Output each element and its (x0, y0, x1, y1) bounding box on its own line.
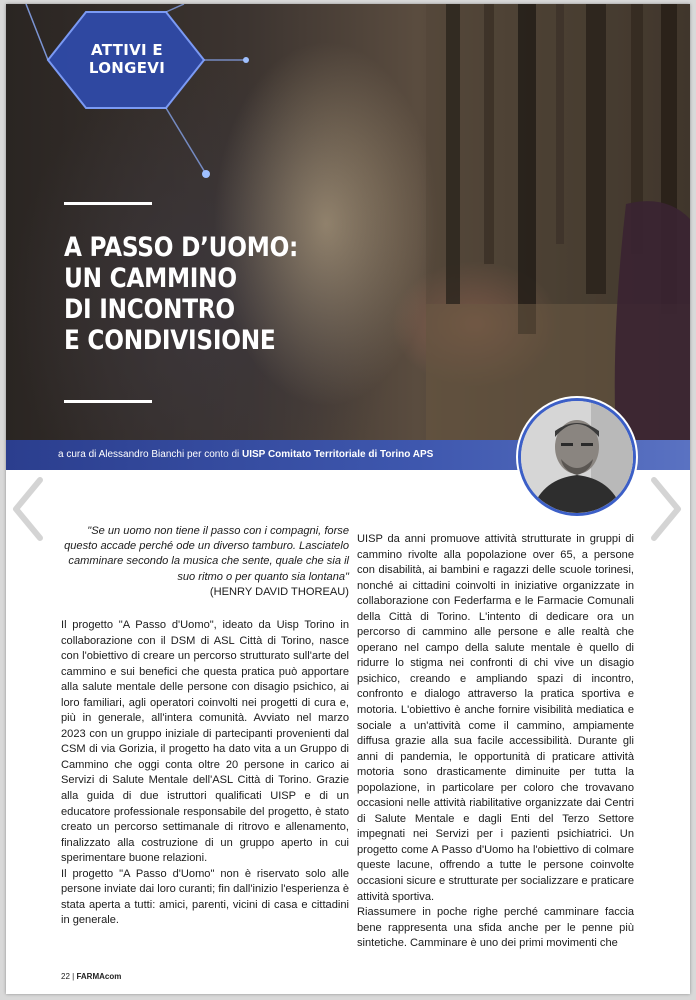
next-page-arrow-icon[interactable] (646, 474, 686, 544)
badge-line-1: ATTIVI E (91, 41, 163, 59)
right-paragraph-2: Riassumere in poche righe perché camminare faccia bene rappresenta una sfida anche per le penne più sintetiche. Camminare è uno dei primi movimenti che (357, 906, 634, 950)
title-line-3: DI INCONTRO (64, 294, 235, 325)
badge-line-2: LONGEVI (88, 59, 166, 77)
forest-background-illustration (426, 4, 690, 440)
title-rule-bottom (64, 400, 152, 403)
epigraph-quote (61, 524, 349, 600)
magazine-page (6, 4, 690, 994)
right-paragraph-1: UISP da anni promuove attività strutturate in gruppi di cammino rivolte alla popolazione over 65, a persone con disabilità, ai bambini e ragazzi delle scuole torinesi, nonché ai cittadini coinvolti in iniziative organizzate in collaborazione con Federfarma e le Farmacie Comunali della Città di Torino. L'intento di dedicare ora un percorso di cammino alle persone e alle realtà che operano nel campo della salute mentale è quello di ridurre lo stigma nei confronti di chi vive un disagio psichico, creando e ampliando spazi di incontro, confronto e dialogo attraverso la pratica sportiva e motoria. L'obiettivo è anche fornire visibilità mediatica e sociale a un'attività come il cammino, ampiamente diffusa grazie alla sua facile accessibilità. Durante gli anni di pandemia, le opportunità di praticare attività motoria sono drasticamente diminuite per tutta la popolazione, in particolare per coloro che trovavano occasioni nelle attività riabilitative organizzate dai Centri di Salute Mentale e dagli Enti del Terzo Settore impegnati nei Servizi per i pazienti psichiatrici. Un progetto come A Passo d'Uomo ha l'obiettivo di colmare queste lacune, offrendo a tutte le persone coinvolte occasioni sicure e strutturate per socializzare e praticare attività sportiva. (357, 533, 634, 903)
footer-separator: | (72, 972, 75, 981)
left-paragraph-2: Il progetto "A Passo d'Uomo" non è riservato solo alle persone inviate dai loro curanti; fin dall'inizio l'esperienza è stata aperta a tutti: amici, parenti, vicini di casa e cittadini in generale. (61, 867, 349, 927)
article-title (64, 232, 322, 356)
magazine-name: FARMAcom (76, 972, 122, 981)
byline (58, 449, 433, 460)
article-column-left (61, 524, 349, 929)
left-paragraph-1: Il progetto "A Passo d'Uomo", ideato da Uisp Torino in collaborazione con il DSM di ASL Città di Torino, nasce con l'obiettivo di creare un percorso strutturato sull'arte del cammino e sui benefici che questa pratica può apportare alla salute mentale delle persone con disagio psichico, ai loro familiari, agli operatori coinvolti nei progetti di cura e, più in generale, all'intera comunità. Avviato nel marzo 2023 con un gruppo iniziale di partecipanti provenienti dal CSM di via Gorizia, il progetto ha dato vita a un Gruppo di Cammino che oggi conta oltre 20 persone in carico ai Servizi di Salute Mentale dell'ASL Città di Torino. Grazie alla guida di due istruttori qualificati UISP e di un educatore professionale responsabile del progetto, è stato creato un percorso settimanale di ritrovo e allenamento, finalizzato alla costruzione di un gruppo aperto in cui sperimentare buone relazioni. (61, 619, 349, 865)
title-line-1: A PASSO D’UOMO: (64, 232, 299, 263)
page-number: 22 (61, 972, 70, 981)
author-portrait (518, 398, 636, 516)
title-line-4: E CONDIVISIONE (64, 325, 276, 356)
section-badge (64, 18, 190, 100)
quote-text: "Se un uomo non tiene il passo con i compagni, forse questo accade perché ode un diverso tamburo. Lasciatelo camminare secondo la musica che sente, quale che sia il suo ritmo o per quanto sia lontana" (64, 525, 349, 583)
byline-prefix: a cura di Alessandro Bianchi per conto di (58, 449, 240, 460)
title-rule-top (64, 202, 152, 205)
hero-photo (6, 4, 690, 440)
page-footer (61, 972, 121, 981)
byline-organization: UISP Comitato Territoriale di Torino APS (242, 449, 434, 460)
title-line-2: UN CAMMINO (64, 263, 237, 294)
article-column-right (357, 532, 634, 952)
quote-author: (HENRY DAVID THOREAU) (209, 585, 349, 598)
previous-page-arrow-icon[interactable] (8, 474, 48, 544)
portrait-person-illustration (521, 401, 633, 513)
